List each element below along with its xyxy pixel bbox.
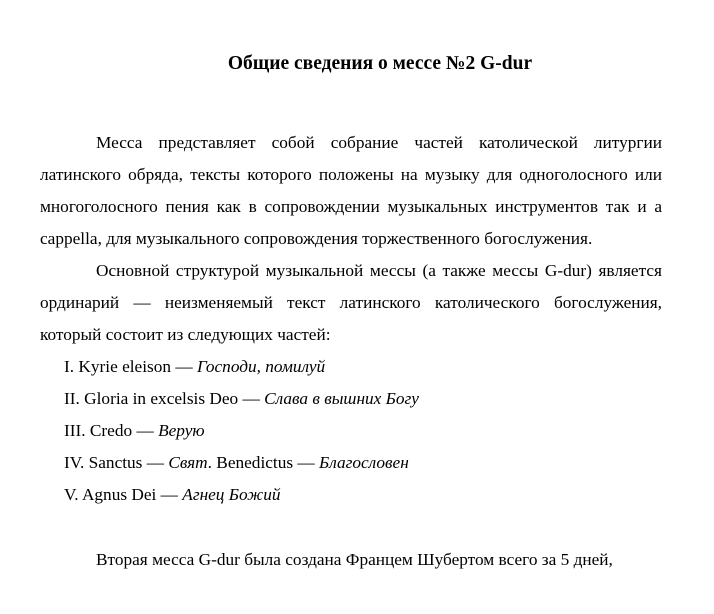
part-latin-name: I. Kyrie eleison — [64, 357, 197, 376]
document-title: Общие сведения о мессе №2 G-dur [227, 53, 533, 74]
list-item [40, 383, 662, 415]
part-translation: Господи, помилуй [196, 357, 326, 376]
list-item [40, 479, 662, 511]
paragraph-mass-definition: Месса представляет собой собрание частей католической литургии латинского обряда, тексты которого положены на музыку для одноголосного или многоголосного пения как в сопровождении музыкальных инструментов так и a cappella, для музыкального сопровождения торжественного богослужения. [40, 133, 662, 248]
part-translation: Свят [168, 453, 208, 472]
part-latin-name: IV. Sanctus — [64, 453, 169, 472]
part-latin-name: III. Credo — [64, 421, 159, 440]
list-item [40, 447, 662, 479]
part-translation-secondary: Благословен [319, 453, 409, 472]
paragraph-spacer [40, 511, 662, 544]
part-latin-name-secondary: . Benedictus — [207, 453, 320, 472]
list-item [40, 415, 662, 447]
part-latin-name: V. Agnus Dei — [64, 485, 183, 504]
part-latin-name: II. Gloria in excelsis Deo — [64, 389, 265, 408]
paragraph-ordinary-structure: Основной структурой музыкальной мессы (а также мессы G-dur) является ординарий — неизменяемый текст латинского католического богослужения, который состоит из следующих частей: [40, 261, 662, 344]
document-body [40, 127, 662, 576]
paragraph-schubert-history: Вторая месса G-dur была создана Францем Шубертом всего за 5 дней, [96, 550, 613, 569]
part-translation: Слава в вышних Богу [264, 389, 419, 408]
mass-parts-list [40, 351, 662, 511]
part-translation: Верую [158, 421, 205, 440]
part-translation: Агнец Божий [182, 485, 281, 504]
list-item [40, 351, 662, 383]
